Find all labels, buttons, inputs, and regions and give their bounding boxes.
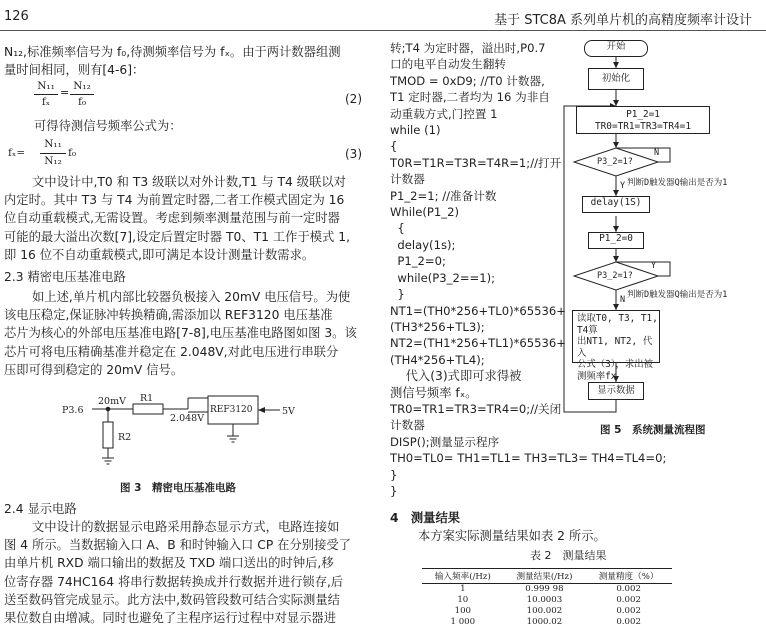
text-line: 压即可得到稳定的 20mV 信号。 — [4, 362, 184, 377]
para5 — [4, 518, 351, 627]
text-line: 如上述,单片机内部比较器负极接入 20mV 电压信号。为使 — [32, 290, 351, 304]
section-2-3-title: 2.3 精密电压基准电路 — [4, 270, 126, 284]
text-line: 文中设计的数据显示电路采用静态显示方式，电路连接如 — [32, 520, 340, 534]
flow-dec1-label: P3_2=1? — [597, 157, 633, 167]
eq2-rhs-den: f₀ — [77, 96, 87, 108]
running-title: 基于 STC8A 系列单片机的高精度频率计设计 — [494, 13, 752, 28]
table-cell: 100 — [454, 606, 472, 616]
code-line: { — [390, 221, 405, 236]
eq3-bar — [40, 153, 66, 154]
code-line: 计数器 — [390, 418, 425, 433]
text-line: 送至数码管完成显示。此方法中,数码管段数可结合实际测量结 — [4, 592, 340, 607]
section-4-title: 4 测量结果 — [390, 511, 461, 525]
code-line: TH0=TL0= TH1=TL1= TH3=TL3= TH4=TL4=0; — [390, 451, 667, 466]
figure-5-caption: 图 5 系统测量流程图 — [600, 424, 706, 436]
text-line: 位自动重载模式,无需设置。考虑到频率测量范围与前一定时器 — [4, 211, 340, 226]
code-line: } — [390, 287, 405, 302]
table-header: 测量精度（%） — [585, 569, 672, 584]
header-rule — [0, 30, 766, 31]
flow-delay: delay(1S) — [582, 196, 650, 213]
text-line: 图 4 所示。当数据输入口 A、B 和时钟输入口 CP 在分别接受了 — [4, 538, 351, 553]
code-line: } — [390, 483, 398, 498]
code-line: 代入(3)式即可求得被 — [390, 369, 522, 384]
eq2-lhs-den: fₓ — [41, 96, 51, 108]
circuit-diagram — [60, 388, 310, 470]
arrow-icon — [258, 407, 265, 413]
flow-set-box: P1_2=1 TR0=TR1=TR3=TR4=1 — [576, 106, 710, 134]
text-line: 该电压稳定,保证脉冲转换精确,需添加以 REF3120 电压基准 — [4, 308, 333, 323]
table-cell: 100.002 — [526, 606, 563, 616]
table-cell: 0.002 — [616, 595, 641, 605]
label-ref3120: REF3120 — [210, 405, 253, 415]
text-line: 内定时。其中 T3 与 T4 为前置定时器,二者工作模式固定为 16 — [4, 193, 345, 208]
table-2-caption: 表 2 测量结果 — [530, 549, 607, 562]
para4 — [4, 288, 357, 379]
code-line: 口的电平自动发生翻转 — [390, 57, 506, 72]
text-line: 芯片可将电压精确基准并稳定在 2.048V,对此电压进行串联分 — [4, 344, 339, 359]
table-header: 输入频率(/Hz) — [422, 569, 504, 584]
flow-dec2-no: N — [620, 295, 626, 305]
flow-start: 开始 — [584, 40, 648, 57]
code-line: (TH3*256+TL3); — [390, 319, 485, 334]
code-line: TMOD = 0xD9; //T0 计数器, — [390, 73, 545, 88]
table-header: 测量结果(/Hz) — [504, 569, 586, 584]
para2: 可得待测信号频率公式为： — [34, 119, 182, 133]
text-line: N₁₂,标准频率信号为 f₀,待测频率信号为 fₓ。由于两计数器组测 — [4, 45, 341, 59]
table-row — [422, 617, 672, 628]
table-row — [422, 606, 672, 617]
eq2-rhs-num: N₁₂ — [73, 80, 91, 92]
code-line: while (1) — [390, 123, 441, 138]
code-line: NT2=(TH1*256+TL1)*65536+ — [390, 336, 567, 351]
eq3-lhs: fₓ= — [8, 147, 26, 159]
code-line: T0R=T1R=T3R=T4R=1;//打开 — [390, 155, 562, 170]
label-r2: R2 — [118, 432, 132, 443]
text-line: 可能的最大溢出次数[7],设定后置定时器 T0、T1 工作于模式 1, — [4, 229, 350, 244]
code-line: delay(1s); — [390, 237, 456, 252]
table-cell: 1 — [460, 584, 466, 594]
para1 — [4, 43, 341, 79]
code-line: 测信号频率 fₓ。 — [390, 385, 478, 400]
section-2-4-title: 2.4 显示电路 — [4, 502, 77, 516]
eq3-den: N₁₂ — [44, 155, 62, 167]
eq2-lhs-bar — [34, 94, 58, 95]
code-line: 计数器 — [390, 172, 425, 187]
code-line: P1_2=1; //准备计数 — [390, 188, 497, 203]
table-row — [422, 595, 672, 606]
para6: 本方案实际测量结果如表 2 所示。 — [418, 529, 606, 543]
flow-dec2-note: 判断D触发器Q输出是否为1 — [627, 290, 728, 300]
eq3-num: N₁₁ — [44, 138, 62, 150]
flow-dec2-label: P3_2=1? — [597, 271, 633, 281]
page-number: 126 — [4, 9, 29, 24]
text-line: 果位数自由增减。同时也避免了主程序运行过程中对显示器进 — [4, 611, 337, 626]
code-line: DISP();测量显示程序 — [390, 434, 500, 449]
code-line: P1_2=0; — [390, 254, 446, 269]
label-pin: P3.6 — [62, 405, 84, 416]
code-line: 动重载方式,门控置 1 — [390, 106, 498, 121]
resistor-r2 — [103, 422, 113, 448]
text-line: 即 16 位不自动重载模式,即可满足本设计测量计数需求。 — [4, 247, 315, 262]
flow-clear: P1_2=0 — [588, 232, 644, 249]
text-line: 芯片为核心的外部电压基准电路[7-8],电压基准电路图如图 3。该 — [4, 326, 357, 341]
eq2-equals: = — [60, 86, 70, 99]
results-table — [422, 568, 672, 628]
code-line: { — [390, 139, 398, 154]
table-cell: 10 — [457, 595, 469, 605]
label-20mv: 20mV — [98, 396, 126, 407]
code-line: T1 定时器,二者均为 16 为非自 — [390, 90, 550, 105]
table-cell: 0.002 — [616, 584, 641, 594]
eq2-number: (2) — [345, 92, 362, 106]
table-cell: 0.999 98 — [525, 584, 564, 594]
resistor-r1 — [133, 404, 163, 414]
eq3-tail: f₀ — [68, 147, 77, 159]
text-line: 位寄存器 74HC164 将串行数据转换成并行数据并进行锁存,后 — [4, 574, 344, 589]
code-line: TR0=TR1=TR3=TR4=0;//关闭 — [390, 401, 562, 416]
label-5v: 5V — [282, 406, 295, 417]
para3 — [4, 173, 350, 264]
table-cell: 1000.02 — [526, 617, 563, 627]
flow-dec1-note: 判断D触发器Q输出是否为1 — [627, 178, 728, 188]
flow-dec1-yes: Y — [620, 181, 626, 191]
code-line: } — [390, 467, 398, 482]
code-line: While(P1_2) — [390, 205, 459, 220]
code-line: while(P3_2==1); — [390, 270, 496, 285]
table-header-row — [422, 569, 672, 584]
table-cell: 0.002 — [616, 606, 641, 616]
table-cell: 0.002 — [616, 617, 641, 627]
flow-dec1-no: N — [654, 148, 660, 158]
eq2-rhs-bar — [70, 94, 94, 95]
flow-init: 初始化 — [588, 68, 644, 90]
table-row — [422, 584, 672, 596]
code-line: NT1=(TH0*256+TL0)*65536+ — [390, 303, 567, 318]
flow-display: 显示数据 — [588, 382, 644, 400]
eq2-lhs-num: N₁₁ — [37, 80, 55, 92]
text-line: 文中设计中,T0 和 T3 级联以对外计数,T1 与 T4 级联以对 — [32, 175, 346, 189]
table-cell: 10.0003 — [526, 595, 563, 605]
flow-dec2-yes: Y — [651, 261, 657, 271]
code-line: (TH4*256+TL4); — [390, 352, 485, 367]
label-2048v: 2.048V — [170, 413, 205, 424]
code-line: 转;T4 为定时器，溢出时,P0.7 — [390, 41, 546, 55]
eq3-number: (3) — [345, 147, 362, 161]
label-r1: R1 — [140, 393, 154, 404]
table-cell: 1 000 — [450, 617, 476, 627]
text-line: 由单片机 RXD 端口输出的数据及 TXD 端口送出的时钟后,移 — [4, 556, 334, 571]
figure-3-caption: 图 3 精密电压基准电路 — [120, 482, 236, 494]
flow-calc-box: 读取T0, T3, T1, T4算 出NT1, NT2, 代入 公式（3），求出被 测频率fx — [572, 310, 660, 363]
text-line: 量时间相同，则有[4-6]： — [4, 63, 145, 78]
